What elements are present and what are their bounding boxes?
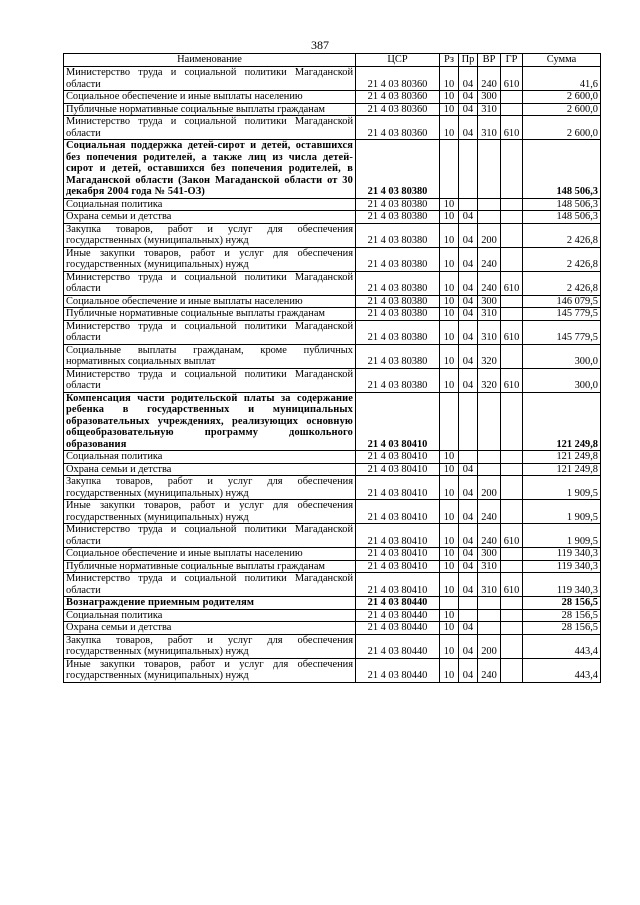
- cell-pr: 04: [459, 560, 478, 573]
- cell-sum: 28 156,5: [523, 609, 601, 622]
- cell-sum: 300,0: [523, 368, 601, 392]
- table-row: [64, 198, 601, 211]
- cell-rz: 10: [440, 198, 459, 211]
- cell-name: Закупка товаров, работ и услуг для обеспечения государственных (муниципальных) нужд: [64, 634, 356, 658]
- table-row: [64, 103, 601, 116]
- cell-pr: 04: [459, 476, 478, 500]
- cell-csr: 21 4 03 80380: [356, 247, 440, 271]
- cell-csr: 21 4 03 80360: [356, 116, 440, 140]
- cell-name: Социальное обеспечение и иные выплаты населению: [64, 91, 356, 104]
- cell-vr: [478, 463, 501, 476]
- cell-gr: [501, 451, 523, 464]
- table-body: [64, 67, 601, 683]
- cell-vr: [478, 622, 501, 635]
- cell-pr: 04: [459, 223, 478, 247]
- cell-sum: 2 426,8: [523, 223, 601, 247]
- cell-csr: 21 4 03 80380: [356, 320, 440, 344]
- cell-rz: 10: [440, 463, 459, 476]
- cell-rz: 10: [440, 548, 459, 561]
- cell-vr: 240: [478, 524, 501, 548]
- table-row: [64, 451, 601, 464]
- cell-pr: 04: [459, 91, 478, 104]
- table-row: [64, 368, 601, 392]
- cell-vr: 300: [478, 295, 501, 308]
- cell-name: Публичные нормативные социальные выплаты гражданам: [64, 560, 356, 573]
- cell-rz: 10: [440, 308, 459, 321]
- cell-name: Охрана семьи и детства: [64, 463, 356, 476]
- table-row: [64, 548, 601, 561]
- cell-gr: [501, 622, 523, 635]
- cell-sum: 2 426,8: [523, 247, 601, 271]
- table-row: [64, 634, 601, 658]
- cell-sum: 2 426,8: [523, 271, 601, 295]
- cell-rz: 10: [440, 320, 459, 344]
- cell-csr: 21 4 03 80410: [356, 392, 440, 451]
- cell-name: Иные закупки товаров, работ и услуг для обеспечения государственных (муниципальных) нужд: [64, 658, 356, 682]
- cell-name: Социальная поддержка детей-сирот и детей, оставшихся без попечения родителей, а также лиц из числа детей-сирот и детей, оставшихся без попечения родителей, в Магаданской области (Закон Магаданской области от 30 декабря 2004 года № 541-ОЗ): [64, 140, 356, 199]
- header-rz: Рз: [440, 54, 459, 67]
- cell-sum: 300,0: [523, 344, 601, 368]
- cell-name: Социальное обеспечение и иные выплаты населению: [64, 295, 356, 308]
- cell-csr: 21 4 03 80440: [356, 597, 440, 610]
- cell-csr: 21 4 03 80410: [356, 524, 440, 548]
- cell-vr: 240: [478, 67, 501, 91]
- cell-vr: 310: [478, 320, 501, 344]
- cell-gr: 610: [501, 67, 523, 91]
- cell-csr: 21 4 03 80380: [356, 344, 440, 368]
- cell-sum: 2 600,0: [523, 91, 601, 104]
- cell-csr: 21 4 03 80440: [356, 634, 440, 658]
- cell-vr: 240: [478, 658, 501, 682]
- cell-csr: 21 4 03 80410: [356, 548, 440, 561]
- cell-vr: 320: [478, 368, 501, 392]
- cell-rz: 10: [440, 609, 459, 622]
- table-row: [64, 247, 601, 271]
- cell-sum: 145 779,5: [523, 320, 601, 344]
- cell-name: Министерство труда и социальной политики Магаданской области: [64, 271, 356, 295]
- cell-vr: 200: [478, 223, 501, 247]
- table-row: [64, 211, 601, 224]
- cell-name: Иные закупки товаров, работ и услуг для обеспечения государственных (муниципальных) нужд: [64, 500, 356, 524]
- cell-pr: 04: [459, 320, 478, 344]
- cell-gr: [501, 211, 523, 224]
- cell-name: Охрана семьи и детства: [64, 622, 356, 635]
- table-row: [64, 524, 601, 548]
- cell-sum: 28 156,5: [523, 622, 601, 635]
- cell-rz: 10: [440, 211, 459, 224]
- cell-vr: [478, 451, 501, 464]
- header-name: Наименование: [64, 54, 356, 67]
- cell-gr: 610: [501, 271, 523, 295]
- cell-rz: 10: [440, 247, 459, 271]
- cell-sum: 146 079,5: [523, 295, 601, 308]
- cell-vr: [478, 392, 501, 451]
- table-row: [64, 609, 601, 622]
- cell-pr: 04: [459, 295, 478, 308]
- cell-sum: 121 249,8: [523, 451, 601, 464]
- cell-name: Компенсация части родительской платы за содержание ребенка в государственных и муниципальных образовательных учреждениях, реализующих основную общеобразовательную программу дошкольного образования: [64, 392, 356, 451]
- cell-gr: 610: [501, 524, 523, 548]
- cell-pr: 04: [459, 116, 478, 140]
- cell-vr: 200: [478, 634, 501, 658]
- cell-rz: 10: [440, 271, 459, 295]
- table-row: [64, 295, 601, 308]
- cell-name: Иные закупки товаров, работ и услуг для обеспечения государственных (муниципальных) нужд: [64, 247, 356, 271]
- cell-csr: 21 4 03 80360: [356, 103, 440, 116]
- cell-csr: 21 4 03 80410: [356, 476, 440, 500]
- cell-rz: [440, 597, 459, 610]
- cell-gr: [501, 634, 523, 658]
- cell-csr: 21 4 03 80440: [356, 609, 440, 622]
- cell-name: Вознаграждение приемным родителям: [64, 597, 356, 610]
- cell-csr: 21 4 03 80360: [356, 67, 440, 91]
- cell-pr: [459, 597, 478, 610]
- cell-name: Социальные выплаты гражданам, кроме публичных нормативных социальных выплат: [64, 344, 356, 368]
- cell-vr: [478, 198, 501, 211]
- cell-csr: 21 4 03 80380: [356, 223, 440, 247]
- cell-sum: 145 779,5: [523, 308, 601, 321]
- cell-name: Министерство труда и социальной политики Магаданской области: [64, 524, 356, 548]
- cell-sum: 2 600,0: [523, 103, 601, 116]
- cell-rz: 10: [440, 634, 459, 658]
- cell-vr: [478, 211, 501, 224]
- cell-vr: 200: [478, 476, 501, 500]
- cell-name: Закупка товаров, работ и услуг для обеспечения государственных (муниципальных) нужд: [64, 223, 356, 247]
- budget-table: [63, 53, 601, 683]
- cell-csr: 21 4 03 80380: [356, 211, 440, 224]
- table-row: [64, 320, 601, 344]
- cell-pr: [459, 140, 478, 199]
- cell-csr: 21 4 03 80410: [356, 500, 440, 524]
- cell-sum: 1 909,5: [523, 524, 601, 548]
- cell-sum: 443,4: [523, 634, 601, 658]
- cell-name: Министерство труда и социальной политики Магаданской области: [64, 116, 356, 140]
- cell-pr: 04: [459, 634, 478, 658]
- cell-sum: 1 909,5: [523, 500, 601, 524]
- cell-gr: [501, 476, 523, 500]
- cell-rz: 10: [440, 476, 459, 500]
- cell-gr: [501, 344, 523, 368]
- table-row-section: [64, 140, 601, 199]
- cell-csr: 21 4 03 80380: [356, 198, 440, 211]
- cell-name: Министерство труда и социальной политики Магаданской области: [64, 320, 356, 344]
- cell-gr: [501, 548, 523, 561]
- cell-rz: 10: [440, 344, 459, 368]
- cell-vr: 310: [478, 308, 501, 321]
- cell-pr: 04: [459, 103, 478, 116]
- cell-gr: [501, 308, 523, 321]
- cell-rz: 10: [440, 67, 459, 91]
- table-row: [64, 622, 601, 635]
- cell-pr: 04: [459, 524, 478, 548]
- header-pr: Пр: [459, 54, 478, 67]
- cell-csr: 21 4 03 80410: [356, 560, 440, 573]
- cell-sum: 1 909,5: [523, 476, 601, 500]
- cell-rz: 10: [440, 103, 459, 116]
- cell-gr: [501, 463, 523, 476]
- cell-pr: 04: [459, 247, 478, 271]
- cell-rz: [440, 392, 459, 451]
- cell-gr: [501, 198, 523, 211]
- cell-rz: 10: [440, 368, 459, 392]
- cell-vr: [478, 597, 501, 610]
- table-row: [64, 463, 601, 476]
- cell-sum: 121 249,8: [523, 392, 601, 451]
- cell-name: Социальная политика: [64, 609, 356, 622]
- cell-name: Министерство труда и социальной политики Магаданской области: [64, 573, 356, 597]
- table-row: [64, 223, 601, 247]
- cell-pr: 04: [459, 548, 478, 561]
- cell-sum: 148 506,3: [523, 140, 601, 199]
- header-sum: Сумма: [523, 54, 601, 67]
- cell-pr: 04: [459, 211, 478, 224]
- cell-pr: [459, 451, 478, 464]
- cell-rz: 10: [440, 573, 459, 597]
- cell-rz: [440, 140, 459, 199]
- table-row: [64, 116, 601, 140]
- table-row: [64, 308, 601, 321]
- cell-csr: 21 4 03 80380: [356, 308, 440, 321]
- cell-name: Публичные нормативные социальные выплаты гражданам: [64, 103, 356, 116]
- table-header-row: [64, 54, 601, 67]
- cell-gr: 610: [501, 116, 523, 140]
- cell-csr: 21 4 03 80410: [356, 451, 440, 464]
- cell-pr: 04: [459, 271, 478, 295]
- table-row: [64, 500, 601, 524]
- table-row-section: [64, 392, 601, 451]
- cell-pr: 04: [459, 344, 478, 368]
- cell-sum: 119 340,3: [523, 560, 601, 573]
- cell-rz: 10: [440, 560, 459, 573]
- cell-gr: [501, 140, 523, 199]
- cell-name: Публичные нормативные социальные выплаты гражданам: [64, 308, 356, 321]
- cell-csr: 21 4 03 80410: [356, 573, 440, 597]
- cell-pr: 04: [459, 622, 478, 635]
- cell-gr: [501, 392, 523, 451]
- cell-rz: 10: [440, 91, 459, 104]
- cell-vr: 320: [478, 344, 501, 368]
- cell-sum: 443,4: [523, 658, 601, 682]
- cell-pr: 04: [459, 368, 478, 392]
- cell-csr: 21 4 03 80380: [356, 140, 440, 199]
- cell-gr: [501, 223, 523, 247]
- cell-vr: 310: [478, 103, 501, 116]
- cell-rz: 10: [440, 295, 459, 308]
- cell-vr: 300: [478, 91, 501, 104]
- cell-vr: 300: [478, 548, 501, 561]
- cell-rz: 10: [440, 658, 459, 682]
- cell-vr: [478, 140, 501, 199]
- cell-vr: 240: [478, 500, 501, 524]
- cell-name: Охрана семьи и детства: [64, 211, 356, 224]
- cell-rz: 10: [440, 451, 459, 464]
- cell-sum: 121 249,8: [523, 463, 601, 476]
- table-row: [64, 344, 601, 368]
- cell-csr: 21 4 03 80380: [356, 271, 440, 295]
- cell-vr: 310: [478, 116, 501, 140]
- cell-pr: [459, 198, 478, 211]
- cell-rz: 10: [440, 223, 459, 247]
- header-csr: ЦСР: [356, 54, 440, 67]
- cell-name: Социальная политика: [64, 451, 356, 464]
- cell-gr: [501, 658, 523, 682]
- table-row-section: [64, 597, 601, 610]
- cell-rz: 10: [440, 116, 459, 140]
- cell-gr: [501, 103, 523, 116]
- cell-vr: [478, 609, 501, 622]
- cell-sum: 119 340,3: [523, 573, 601, 597]
- cell-rz: 10: [440, 524, 459, 548]
- table-row: [64, 560, 601, 573]
- cell-csr: 21 4 03 80440: [356, 658, 440, 682]
- cell-sum: 119 340,3: [523, 548, 601, 561]
- table-row: [64, 573, 601, 597]
- cell-gr: 610: [501, 573, 523, 597]
- cell-name: Министерство труда и социальной политики Магаданской области: [64, 368, 356, 392]
- cell-pr: 04: [459, 658, 478, 682]
- table-row: [64, 658, 601, 682]
- cell-vr: 310: [478, 573, 501, 597]
- cell-gr: [501, 609, 523, 622]
- cell-vr: 310: [478, 560, 501, 573]
- cell-gr: [501, 597, 523, 610]
- table-row: [64, 271, 601, 295]
- cell-csr: 21 4 03 80410: [356, 463, 440, 476]
- cell-gr: [501, 560, 523, 573]
- header-vr: ВР: [478, 54, 501, 67]
- page-number: 387: [311, 38, 329, 52]
- cell-sum: 28 156,5: [523, 597, 601, 610]
- cell-sum: 148 506,3: [523, 198, 601, 211]
- cell-pr: [459, 609, 478, 622]
- cell-name: Социальная политика: [64, 198, 356, 211]
- cell-pr: 04: [459, 308, 478, 321]
- cell-pr: 04: [459, 463, 478, 476]
- cell-pr: [459, 392, 478, 451]
- cell-sum: 41,6: [523, 67, 601, 91]
- header-gr: ГР: [501, 54, 523, 67]
- cell-sum: 2 600,0: [523, 116, 601, 140]
- cell-pr: 04: [459, 573, 478, 597]
- cell-gr: [501, 500, 523, 524]
- cell-gr: [501, 91, 523, 104]
- cell-csr: 21 4 03 80360: [356, 91, 440, 104]
- cell-gr: [501, 295, 523, 308]
- cell-name: Закупка товаров, работ и услуг для обеспечения государственных (муниципальных) нужд: [64, 476, 356, 500]
- cell-gr: [501, 247, 523, 271]
- cell-gr: 610: [501, 368, 523, 392]
- cell-csr: 21 4 03 80380: [356, 368, 440, 392]
- cell-csr: 21 4 03 80380: [356, 295, 440, 308]
- cell-name: Министерство труда и социальной политики Магаданской области: [64, 67, 356, 91]
- cell-sum: 148 506,3: [523, 211, 601, 224]
- cell-rz: 10: [440, 500, 459, 524]
- table-row: [64, 67, 601, 91]
- cell-gr: 610: [501, 320, 523, 344]
- table-row: [64, 476, 601, 500]
- cell-vr: 240: [478, 271, 501, 295]
- cell-vr: 240: [478, 247, 501, 271]
- cell-csr: 21 4 03 80440: [356, 622, 440, 635]
- cell-pr: 04: [459, 67, 478, 91]
- cell-pr: 04: [459, 500, 478, 524]
- cell-name: Социальное обеспечение и иные выплаты населению: [64, 548, 356, 561]
- table-row: [64, 91, 601, 104]
- cell-rz: 10: [440, 622, 459, 635]
